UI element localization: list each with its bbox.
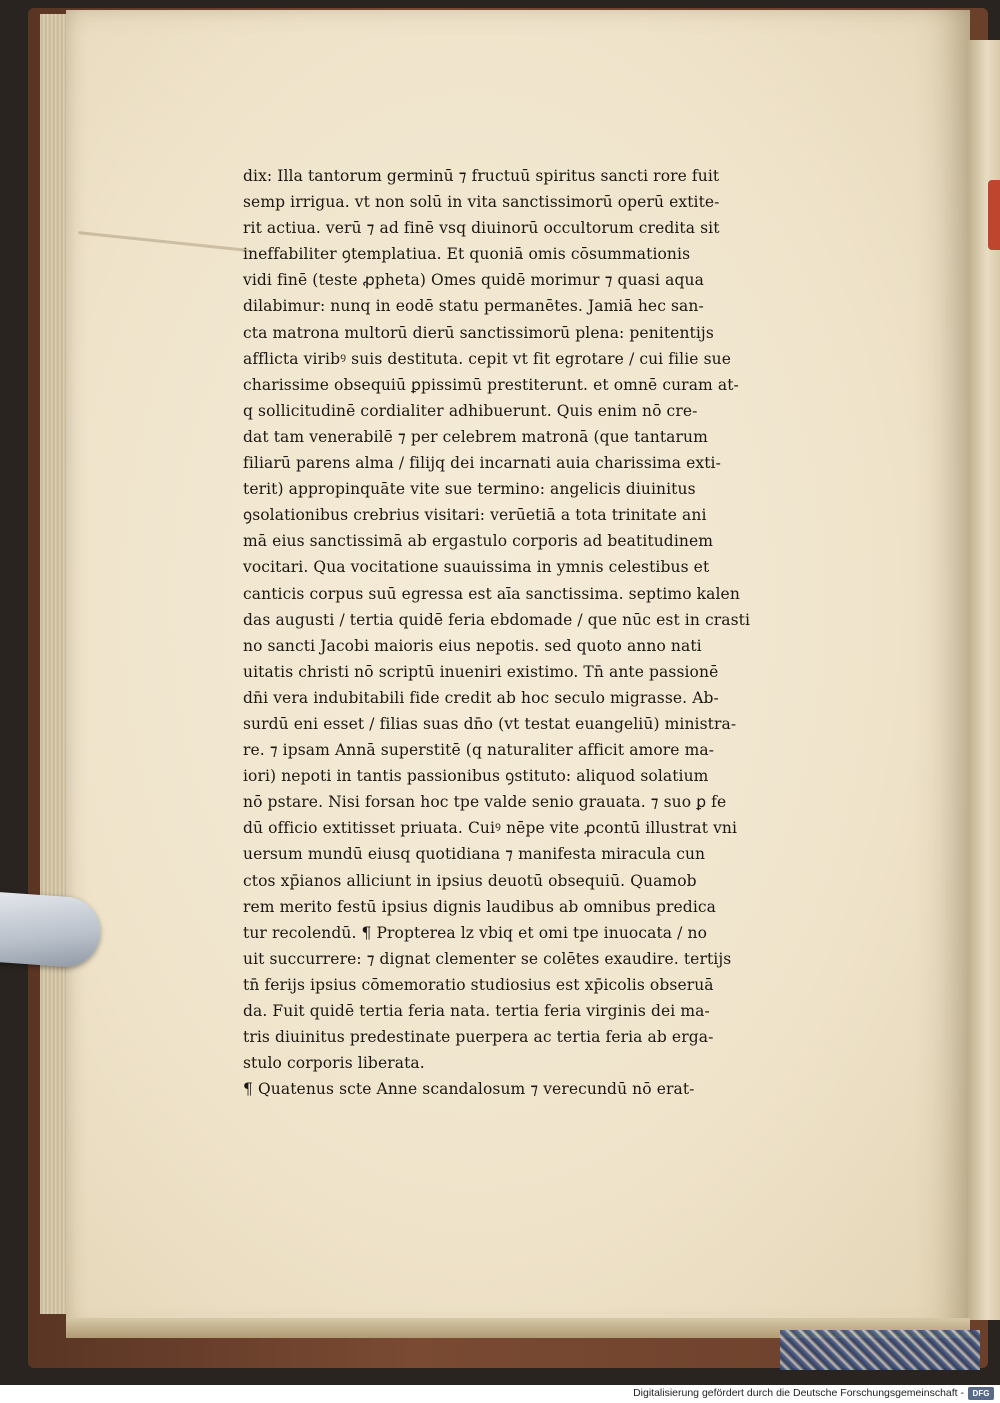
- text-line: terit) appropinquāte vite sue termino: angelicis diuinitus: [243, 480, 696, 499]
- text-line: dilabimur: nunq in eodē statu permanētes. Jamiā hec san-: [243, 297, 704, 316]
- digitization-footer: [0, 1385, 1000, 1403]
- text-line: vocitari. Qua vocitatione suauissima in ymnis celestibus et: [243, 558, 710, 577]
- text-line: ¶ Quatenus scte Anne scandalosum ⁊ verecundū nō erat-: [243, 1080, 695, 1099]
- text-line: stulo corporis liberata.: [243, 1054, 425, 1073]
- text-line: tn̄ ferijs ipsius cōmemoratio studiosius est xp̄icolis obseruā: [243, 975, 714, 994]
- text-line: charissime obsequiū ꝑpissimū prestiterunt. et omnē curam at-: [243, 375, 739, 394]
- text-line: no sancti Jacobi maioris eius nepotis. sed quoto anno nati: [243, 636, 702, 655]
- text-line: dn̄i vera indubitabili fide credit ab hoc seculo migrasse. Ab-: [243, 688, 719, 707]
- text-line: uersum mundū eiusq quotidiana ⁊ manifesta miracula cun: [243, 845, 706, 864]
- text-line: vidi finē (teste ꝓpheta) Omes quidē morimur ⁊ quasi aqua: [243, 271, 704, 290]
- text-line: rit actiua. verū ⁊ ad finē vsq diuinorū occultorum credita sit: [243, 219, 720, 238]
- text-line: das augusti / tertia quidē feria ebdomade / que nūc est in crasti: [243, 610, 751, 629]
- text-line: da. Fuit quidē tertia feria nata. tertia feria virginis dei ma-: [243, 1002, 710, 1020]
- text-line: mā eius sanctissimā ab ergastulo corporis ad beatitudinem: [243, 532, 714, 551]
- text-line: ineffabiliter ꝯtemplatiua. Et quoniā omis cōsummationis: [243, 245, 691, 264]
- text-line: semp irrigua. vt non solū in vita sanctissimorū operū extite-: [243, 193, 720, 212]
- text-block: [243, 163, 893, 1102]
- text-line: dix: Illa tantorum germinū ⁊ fructuū spiritus sancti rore fuit: [243, 167, 720, 185]
- text-line: dū officio extitisset priuata. Cuiꝰ nēpe vite ꝓcontū illustrat vni: [243, 819, 738, 838]
- text-line: nō pstare. Nisi forsan hoc tpe valde senio grauata. ⁊ suo ꝑ fe: [243, 793, 727, 812]
- text-line: tris diuinitus predestinate puerpera ac tertia feria ab erga-: [243, 1028, 714, 1047]
- text-line: ctos xp̄ianos alliciunt in ipsius deuotū obsequiū. Quamob: [243, 871, 697, 890]
- text-line: rem merito festū ipsius dignis laudibus ab omnibus predica: [243, 897, 717, 916]
- text-line: cta matrona multorū dierū sanctissimorū plena: penitentijs: [243, 323, 714, 342]
- blue-cloth-support: [780, 1330, 980, 1370]
- text-line: afflicta viribꝰ suis destituta. cepit vt fit egrotare / cui filie sue: [243, 349, 731, 368]
- funding-credit: Digitalisierung gefördert durch die Deutsche Forschungsgemeinschaft -: [633, 1387, 964, 1399]
- text-line: dat tam venerabilē ⁊ per celebrem matronā (que tantarum: [243, 427, 708, 446]
- dfg-logo: DFG: [968, 1387, 994, 1400]
- text-line: filiarū parens alma / filijq dei incarnati auia charissima exti-: [243, 454, 721, 473]
- text-line: uit succurrere: ⁊ dignat clementer se colētes exaudire. tertijs: [243, 949, 732, 968]
- text-line: ꝯsolationibus crebrius visitari: verūetiā a tota trinitate ani: [243, 506, 707, 525]
- text-line: surdū eni esset / filias suas dn̄o (vt testat euangeliū) ministra-: [243, 714, 737, 733]
- text-line: uitatis christi nō scriptū inueniri existimo. Tn̄ ante passionē: [243, 662, 719, 681]
- red-ribbon-mark: [988, 180, 1000, 250]
- text-line: canticis corpus suū egressa est aīa sanctissima. septimo kalen: [243, 584, 740, 603]
- text-line: q sollicitudinē cordialiter adhibuerunt. Quis enim nō cre-: [243, 401, 698, 420]
- text-line: re. ⁊ ipsam Annā superstitē (q naturaliter afficit amore ma-: [243, 741, 715, 760]
- text-line: tur recolendū. ¶ Propterea lz vbiq et omi tpe inuocata / no: [243, 923, 708, 942]
- text-line: iori) nepoti in tantis passionibus ꝯstituto: aliquod solatium: [243, 767, 709, 786]
